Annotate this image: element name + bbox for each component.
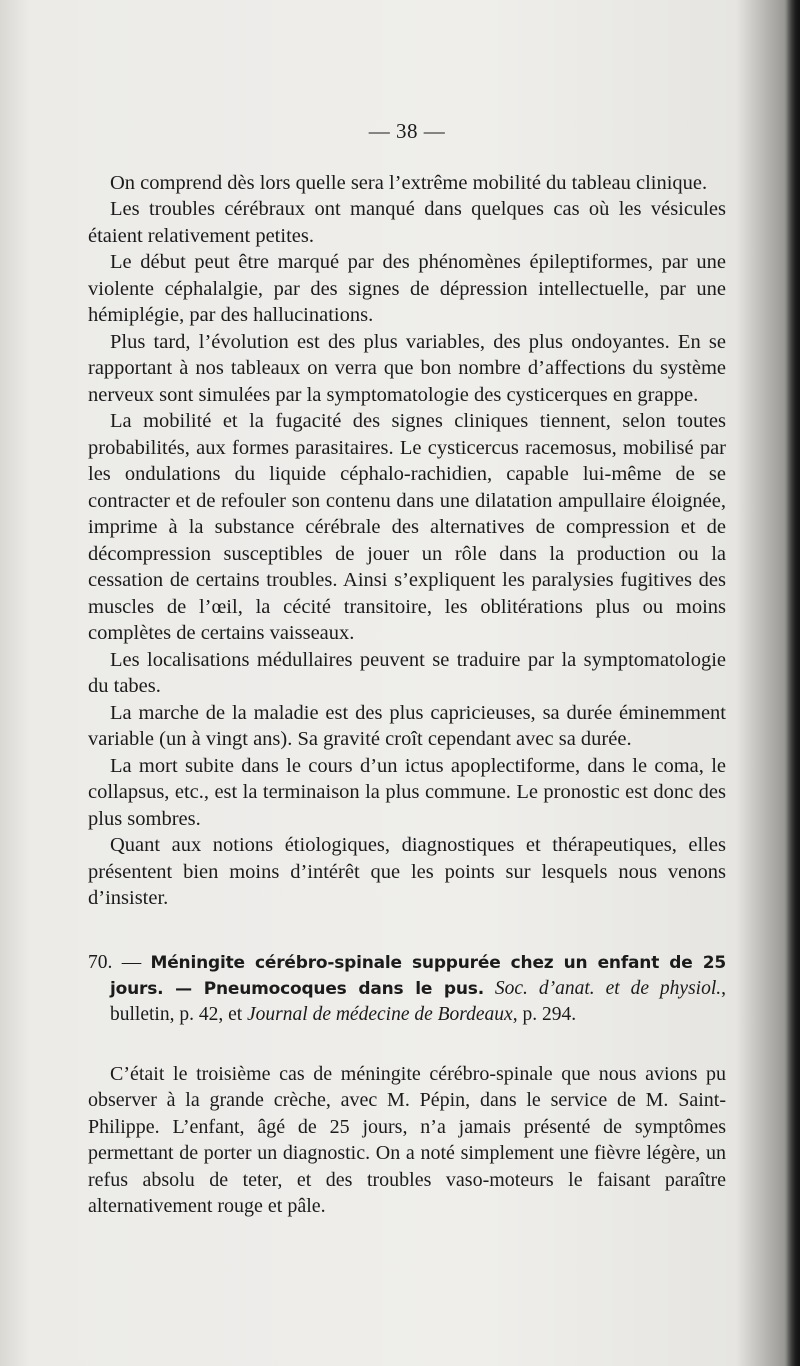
entry-number: 70. — <box>88 951 151 973</box>
paragraph: Plus tard, l’évolution est des plus variables, des plus ondoyantes. En se rapportant à nos tableaux on verra que bon nombre d’affections du système nerveux sont simulées par la symptomatologie des cysticerques en grappe. <box>88 330 726 406</box>
section-gap <box>88 912 726 950</box>
page-content <box>88 118 726 1220</box>
entry-middle: , bulletin, p. 42, et <box>110 977 726 1025</box>
bibliography-entry <box>88 950 726 1027</box>
entry-end: , p. 294. <box>512 1003 577 1025</box>
paragraph: On comprend dès lors quelle sera l’extrême mobilité du tableau clinique. <box>110 171 708 194</box>
paragraph: La mobilité et la fugacité des signes cliniques tiennent, selon toutes probabilités, aux formes parasitaires. Le cysticercus racemosus, mobilisé par les ondulations du liquide céphalo-rachidien, capable lui-même de se contracter et de refouler son contenu dans une dilatation ampullaire éloignée, imprime à la substance cérébrale des alternatives de compression et de décompression susceptibles de jouer un rôle dans la production ou la cessation de certains troubles. Ainsi s’expliquent les paralysies fugitives des muscles de l’œil, la cécité transitoire, les oblitérations plus ou moins complètes de certains vaisseaux. <box>88 410 726 644</box>
paragraph: Le début peut être marqué par des phénomènes épileptiformes, par une violente céphalalgie, par des signes de dépression intellectuelle, par une hémiplégie, par des hallucinations. <box>88 251 726 326</box>
entry-title: Méningite cérébro-spinale suppurée chez un enfant de 25 jours. — Pneumocoques dans le pus. <box>110 952 727 999</box>
page-number: — 38 — <box>368 119 446 143</box>
entry-journal-1: Soc. d’anat. et de physiol. <box>494 977 722 999</box>
paragraph: Quant aux notions étiologiques, diagnostiques et thérapeutiques, elles présentent bien moins d’intérêt que les points sur lesquels nous venons d’insister. <box>88 834 726 909</box>
entry-journal-2: Journal de médecine de Bordeaux <box>247 1003 513 1025</box>
section-gap <box>88 1027 726 1061</box>
paragraph: C’était le troisième cas de méningite cérébro-spinale que nous avions pu observer à la grande crèche, avec M. Pépin, dans le service de M. Saint-Philippe. L’enfant, âgé de 25 jours, n’a jamais présenté de symptômes permettant de porter un diagnostic. On a noté simplement une fièvre légère, un refus absolu de teter, et des troubles vaso-moteurs le faisant paraître alternativement rouge et pâle. <box>88 1062 726 1217</box>
paragraph: Les troubles cérébraux ont manqué dans quelques cas où les vésicules étaient relativement petites. <box>88 198 726 247</box>
paragraph: Les localisations médullaires peuvent se traduire par la symptomatologie du tabes. <box>88 648 726 697</box>
paragraph: La mort subite dans le cours d’un ictus apoplectiforme, dans le coma, le collapsus, etc., est la terminaison la plus commune. Le pronostic est donc des plus sombres. <box>88 754 726 830</box>
page-edge-shadow <box>786 0 800 1366</box>
paragraph: La marche de la maladie est des plus capricieuses, sa durée éminemment variable (un à vingt ans). Sa gravité croît cependant avec sa durée. <box>88 701 726 750</box>
